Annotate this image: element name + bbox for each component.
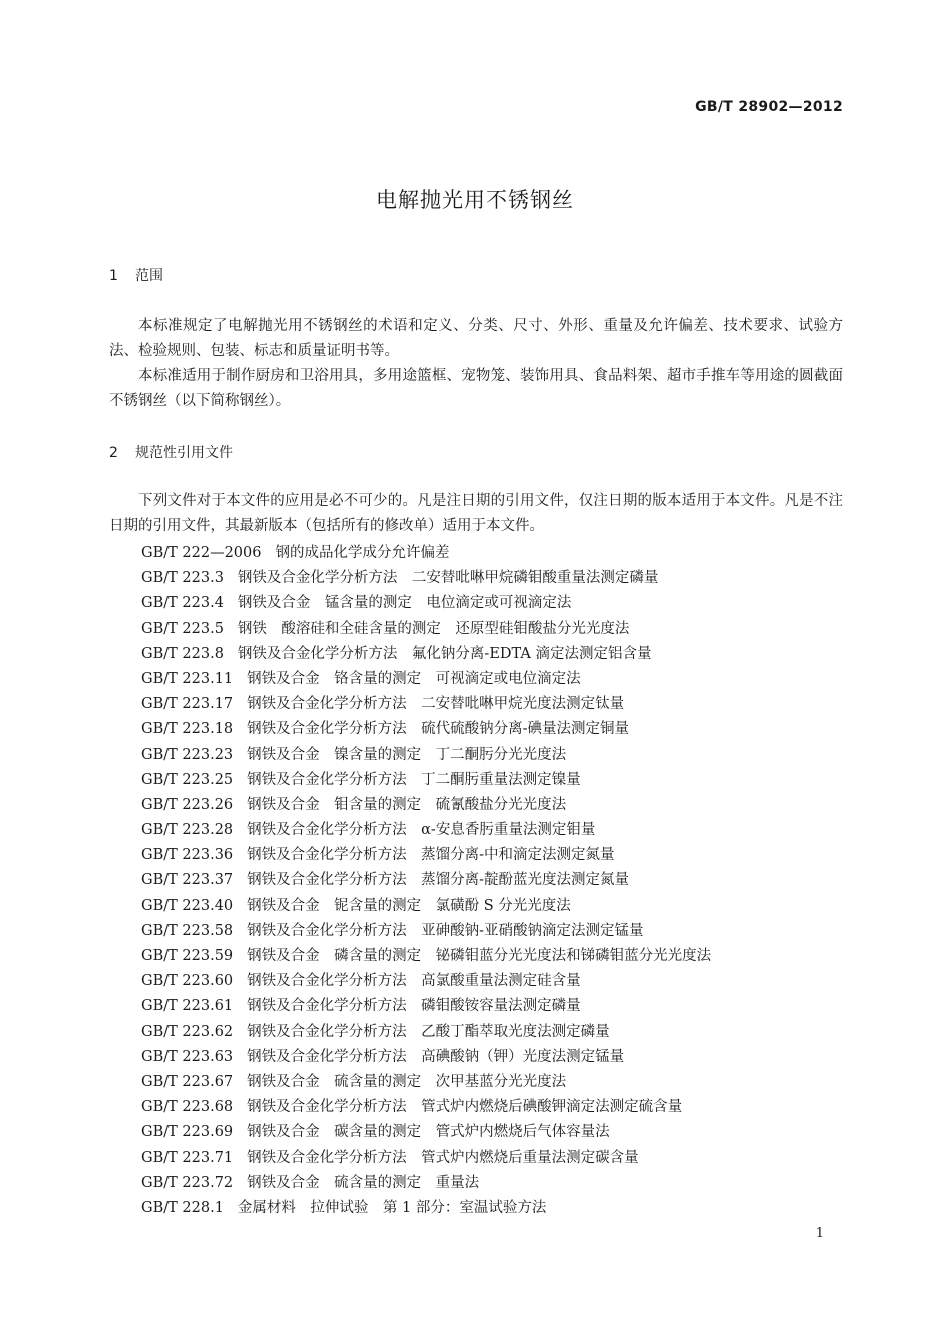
reference-code: GB/T 223.68	[141, 1099, 234, 1116]
reference-item	[141, 919, 711, 944]
reference-code: GB/T 223.59	[141, 948, 234, 964]
reference-item	[141, 1070, 711, 1095]
document-title: 电解抛光用不锈钢丝	[376, 188, 574, 212]
reference-title: 钢铁及合金化学分析方法 丁二酮肟重量法测定镍量	[247, 771, 581, 788]
reference-item	[141, 969, 711, 994]
reference-code: GB/T 223.5	[141, 620, 224, 637]
reference-code: GB/T 223.37	[141, 872, 234, 889]
reference-title: 钢铁及合金化学分析方法 磷钼酸铵容量法测定磷量	[247, 998, 581, 1015]
reference-title: 钢铁及合金 铬含量的测定 可视滴定或电位滴定法	[247, 670, 581, 687]
reference-code: GB/T 223.67	[141, 1073, 234, 1090]
reference-item	[141, 667, 711, 692]
paragraph: 下列文件对于本文件的应用是必不可少的。凡是注日期的引用文件，仅注日期的版本适用于本文件。凡是不注日期的引用文件，其最新版本（包括所有的修改单）适用于本文件。	[109, 493, 843, 534]
reference-code: GB/T 223.71	[141, 1149, 234, 1166]
reference-title: 钢铁及合金化学分析方法 乙酸丁酯萃取光度法测定磷量	[247, 1023, 610, 1040]
section-heading-scope	[109, 265, 163, 285]
reference-item	[141, 541, 711, 566]
section-title: 规范性引用文件	[135, 445, 233, 461]
reference-title: 钢铁及合金化学分析方法 管式炉内燃烧后碘酸钾滴定法测定硫含量	[247, 1099, 683, 1116]
section-heading-normative-references	[109, 442, 233, 462]
reference-title: 钢铁及合金化学分析方法 二安替吡啉甲烷光度法测定钛量	[247, 696, 625, 713]
reference-title: 钢铁及合金化学分析方法 管式炉内燃烧后重量法测定碳含量	[247, 1149, 639, 1166]
reference-title: 钢铁及合金化学分析方法 二安替吡啉甲烷磷钼酸重量法测定磷量	[237, 570, 659, 587]
reference-item	[141, 1171, 711, 1196]
page-number: 1	[815, 1226, 824, 1241]
reference-code: GB/T 222—2006	[141, 545, 262, 561]
reference-item	[141, 1146, 711, 1171]
reference-code: GB/T 228.1	[141, 1199, 224, 1216]
reference-title: 钢铁及合金 铌含量的测定 氯磺酚 S 分光光度法	[247, 897, 571, 914]
reference-code: GB/T 223.72	[141, 1174, 234, 1191]
reference-item	[141, 944, 711, 969]
reference-code: GB/T 223.4	[141, 595, 224, 612]
reference-code: GB/T 223.63	[141, 1048, 234, 1065]
reference-title: 钢的成品化学成分允许偏差	[275, 545, 450, 561]
reference-code: GB/T 223.17	[141, 696, 234, 713]
reference-title: 钢铁及合金化学分析方法 α-安息香肟重量法测定钼量	[247, 822, 596, 839]
reference-title: 钢铁及合金 硫含量的测定 次甲基蓝分光光度法	[247, 1073, 567, 1090]
reference-code: GB/T 223.40	[141, 897, 234, 914]
reference-item	[141, 1120, 711, 1145]
reference-title: 钢铁及合金 硫含量的测定 重量法	[247, 1174, 480, 1191]
reference-code: GB/T 223.62	[141, 1023, 234, 1040]
reference-title: 钢铁及合金化学分析方法 氟化钠分离-EDTA 滴定法测定铝含量	[237, 645, 652, 662]
reference-item	[141, 843, 711, 868]
standard-code: GB/T 28902—2012	[695, 99, 843, 115]
reference-item	[141, 591, 711, 616]
reference-item	[141, 994, 711, 1019]
section-title: 范围	[135, 268, 163, 284]
reference-code: GB/T 223.58	[141, 922, 234, 939]
reference-item	[141, 743, 711, 768]
reference-item	[141, 793, 711, 818]
reference-item	[141, 768, 711, 793]
reference-title: 金属材料 拉伸试验 第 1 部分：室温试验方法	[237, 1199, 547, 1216]
reference-code: GB/T 223.11	[141, 670, 234, 687]
reference-code: GB/T 223.23	[141, 746, 234, 763]
reference-item	[141, 1045, 711, 1070]
reference-title: 钢铁及合金 磷含量的测定 铋磷钼蓝分光光度法和锑磷钼蓝分光光度法	[247, 948, 712, 964]
paragraph: 本标准适用于制作厨房和卫浴用具，多用途篮框、宠物笼、装饰用具、食品料架、超市手推车等用途的圆截面不锈钢丝（以下简称钢丝）。	[109, 368, 843, 409]
reference-code: GB/T 223.3	[141, 570, 224, 587]
reference-item	[141, 1196, 711, 1221]
reference-title: 钢铁及合金化学分析方法 蒸馏分离-中和滴定法测定氮量	[247, 847, 615, 864]
reference-item	[141, 894, 711, 919]
reference-title: 钢铁及合金化学分析方法 高氯酸重量法测定硅含量	[247, 973, 581, 990]
reference-title: 钢铁 酸溶硅和全硅含量的测定 还原型硅钼酸盐分光光度法	[237, 620, 630, 637]
reference-code: GB/T 223.18	[141, 721, 234, 738]
paragraph: 本标准规定了电解抛光用不锈钢丝的术语和定义、分类、尺寸、外形、重量及允许偏差、技术要求、试验方法、检验规则、包装、标志和质量证明书等。	[109, 318, 843, 359]
reference-item	[141, 1020, 711, 1045]
reference-code: GB/T 223.61	[141, 998, 234, 1015]
reference-title: 钢铁及合金化学分析方法 硫代硫酸钠分离-碘量法测定铜量	[247, 721, 630, 738]
reference-item	[141, 717, 711, 742]
section-number: 1	[109, 268, 118, 284]
reference-item	[141, 1095, 711, 1120]
reference-code: GB/T 223.60	[141, 973, 234, 990]
reference-code: GB/T 223.25	[141, 771, 234, 788]
reference-item	[141, 566, 711, 591]
reference-item	[141, 692, 711, 717]
reference-title: 钢铁及合金化学分析方法 高碘酸钠（钾）光度法测定锰量	[247, 1048, 625, 1065]
reference-item	[141, 818, 711, 843]
reference-item	[141, 868, 711, 893]
reference-title: 钢铁及合金化学分析方法 蒸馏分离-靛酚蓝光度法测定氮量	[247, 872, 630, 889]
reference-title: 钢铁及合金 镍含量的测定 丁二酮肟分光光度法	[247, 746, 567, 763]
reference-title: 钢铁及合金 碳含量的测定 管式炉内燃烧后气体容量法	[247, 1124, 610, 1141]
reference-code: GB/T 223.36	[141, 847, 234, 864]
section-number: 2	[109, 445, 118, 461]
reference-item	[141, 642, 711, 667]
reference-item	[141, 617, 711, 642]
reference-title: 钢铁及合金 钼含量的测定 硫氰酸盐分光光度法	[247, 796, 567, 813]
reference-list	[141, 541, 711, 1221]
reference-title: 钢铁及合金化学分析方法 亚砷酸钠-亚硝酸钠滴定法测定锰量	[247, 922, 644, 939]
reference-code: GB/T 223.69	[141, 1124, 234, 1141]
reference-code: GB/T 223.26	[141, 796, 234, 813]
reference-title: 钢铁及合金 锰含量的测定 电位滴定或可视滴定法	[237, 595, 572, 612]
reference-code: GB/T 223.28	[141, 822, 234, 839]
reference-code: GB/T 223.8	[141, 645, 224, 662]
